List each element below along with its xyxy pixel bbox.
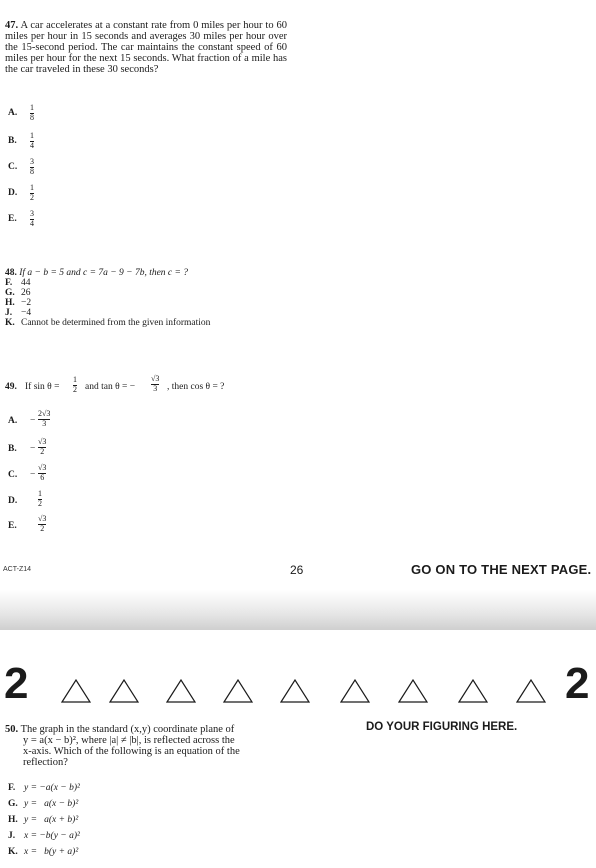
triangle-outline-icon — [224, 680, 252, 702]
fraction: √3 2 — [38, 514, 47, 533]
q48-choice-h[interactable]: H. −2 — [5, 298, 32, 308]
q50-choice-f[interactable]: F. y = −a(x − b)² — [8, 783, 80, 793]
section-number-left: 2 — [4, 659, 29, 708]
fraction: 3 4 — [30, 209, 34, 228]
triangle-outline-icon — [399, 680, 427, 702]
fraction: 2√3 3 — [38, 409, 51, 428]
triangle-outline-icon — [62, 680, 90, 702]
triangle-outline-icon — [517, 680, 545, 702]
q48-choice-j[interactable]: J. −4 — [5, 308, 32, 318]
q50-choice-g[interactable]: G. y = a(x − b)² — [8, 799, 79, 809]
figuring-area-label: DO YOUR FIGURING HERE. — [366, 721, 518, 733]
q50-choice-j[interactable]: J. x = −b(y − a)² — [8, 831, 80, 841]
fraction: 1 2 — [38, 489, 42, 508]
fraction: √3 3 — [151, 374, 160, 393]
question-number: 47. — [5, 20, 19, 31]
fraction: 1 4 — [30, 131, 34, 150]
triangle-outline-icon — [341, 680, 369, 702]
fraction: √3 6 — [38, 463, 47, 482]
question-47 — [5, 20, 287, 75]
question-stem: 48. If a − b = 5 and c = 7a − 9 − 7b, then c = ? — [5, 268, 189, 278]
question-50: 50. The graph in the standard (x,y) coordinate plane of y = a(x − b)², where |a| ≠ |b|, is reflected across the x-axis. Which of the following is an equation of the reflection? — [5, 724, 240, 768]
next-page-instruction: GO ON TO THE NEXT PAGE. — [411, 562, 592, 577]
fraction: √3 2 — [38, 437, 47, 456]
fraction: 1 2 — [30, 183, 34, 202]
fraction: 3 8 — [30, 157, 34, 176]
question-text: A car accelerates at a constant rate from 0 miles per hour to 60 miles per hour in 15 seconds and averages 30 miles per hour over the 15-second period. The car maintains the constant speed of 60 miles per hour for the next 15 seconds. What fraction of a mile has the car traveled in these 30 seconds? — [5, 20, 287, 75]
triangle-outline-icon — [281, 680, 309, 702]
q50-choice-h[interactable]: H. y = a(x + b)² — [8, 815, 79, 825]
fraction: 1 8 — [30, 103, 34, 122]
q48-choice-f[interactable]: F. 44 — [5, 278, 31, 288]
section-number-right: 2 — [565, 659, 590, 708]
q48-choice-g[interactable]: G. 26 — [5, 288, 31, 298]
triangle-outline-icon — [167, 680, 195, 702]
question-49: 49. If sin θ = 1 2 and tan θ = − √3 3 , then cos θ = ? — [5, 374, 225, 394]
page-separator — [0, 590, 596, 630]
test-code: ACT-Z14 — [3, 566, 32, 573]
page-number: 26 — [290, 563, 304, 577]
triangle-row — [0, 676, 596, 706]
q48-choice-k[interactable]: K. Cannot be determined from the given information — [5, 318, 211, 328]
question-48 — [5, 268, 210, 328]
fraction: 1 2 — [73, 375, 77, 394]
triangle-outline-icon — [459, 680, 487, 702]
q50-choice-k[interactable]: K. x = b(y + a)² — [8, 847, 79, 857]
triangle-outline-icon — [110, 680, 138, 702]
